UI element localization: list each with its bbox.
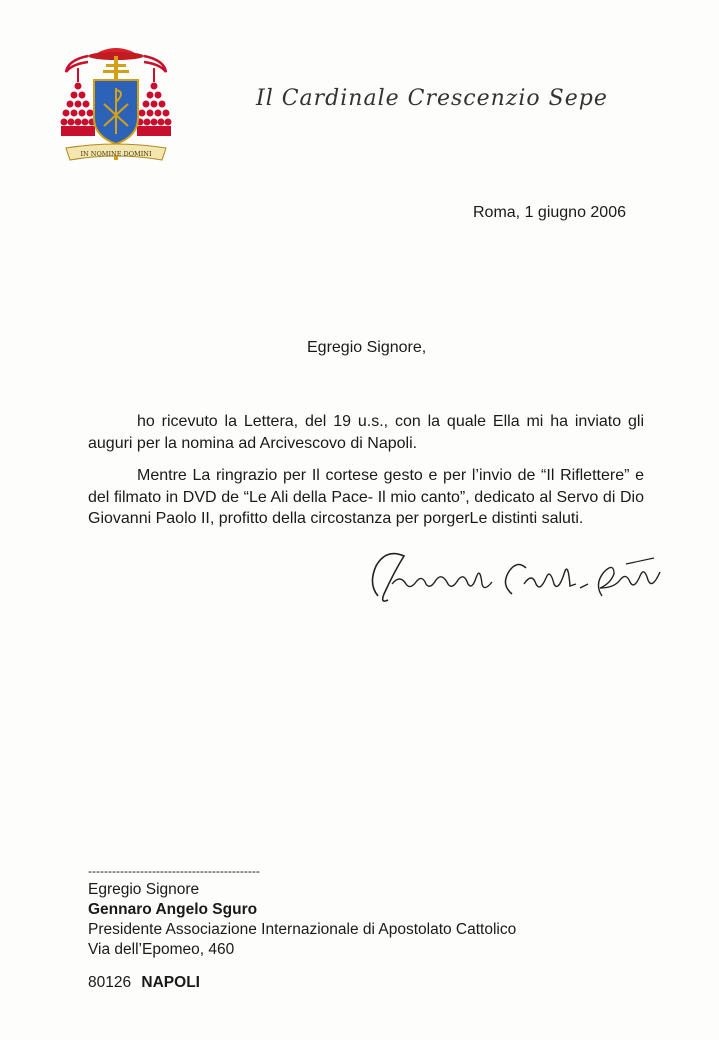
divider-line: ------------------------------------------- (88, 864, 260, 878)
recipient-greeting: Egregio Signore (88, 881, 200, 898)
body-paragraph-1: ho ricevuto la Lettera, del 19 u.s., con la quale Ella mi ha inviato gli auguri per la nomina ad Arcivescovo di Napoli. (88, 413, 644, 452)
handwritten-signature (364, 544, 674, 614)
salutation: Egregio Signore, (307, 339, 427, 356)
recipient-street: Via dell’Epomeo, 460 (88, 941, 235, 958)
recipient-city-line (88, 974, 200, 992)
letter-date: Roma, 1 giugno 2006 (473, 204, 626, 221)
recipient-postal-code: 80126 (88, 974, 132, 991)
letter-body (88, 411, 644, 541)
letterhead-title: Il Cardinale Crescenzio Sepe (256, 86, 608, 111)
recipient-role: Presidente Associazione Internazionale di Apostolato Cattolico (88, 921, 517, 938)
coat-motto: IN NOMINE DOMINI (80, 150, 152, 158)
recipient-name: Gennaro Angelo Sguro (88, 901, 258, 918)
recipient-city: NAPOLI (141, 974, 200, 991)
body-paragraph-2: Mentre La ringrazio per Il cortese gesto e per l’invio de “Il Riflettere” e del filmato in DVD de “Le Ali della Pace- Il mio canto”, dedicato al Servo di Dio Giovanni Paolo II, profitto della circostanza per porgerLe distinti saluti. (88, 467, 644, 527)
cardinal-coat-of-arms (58, 42, 174, 168)
recipient-address (88, 880, 516, 960)
